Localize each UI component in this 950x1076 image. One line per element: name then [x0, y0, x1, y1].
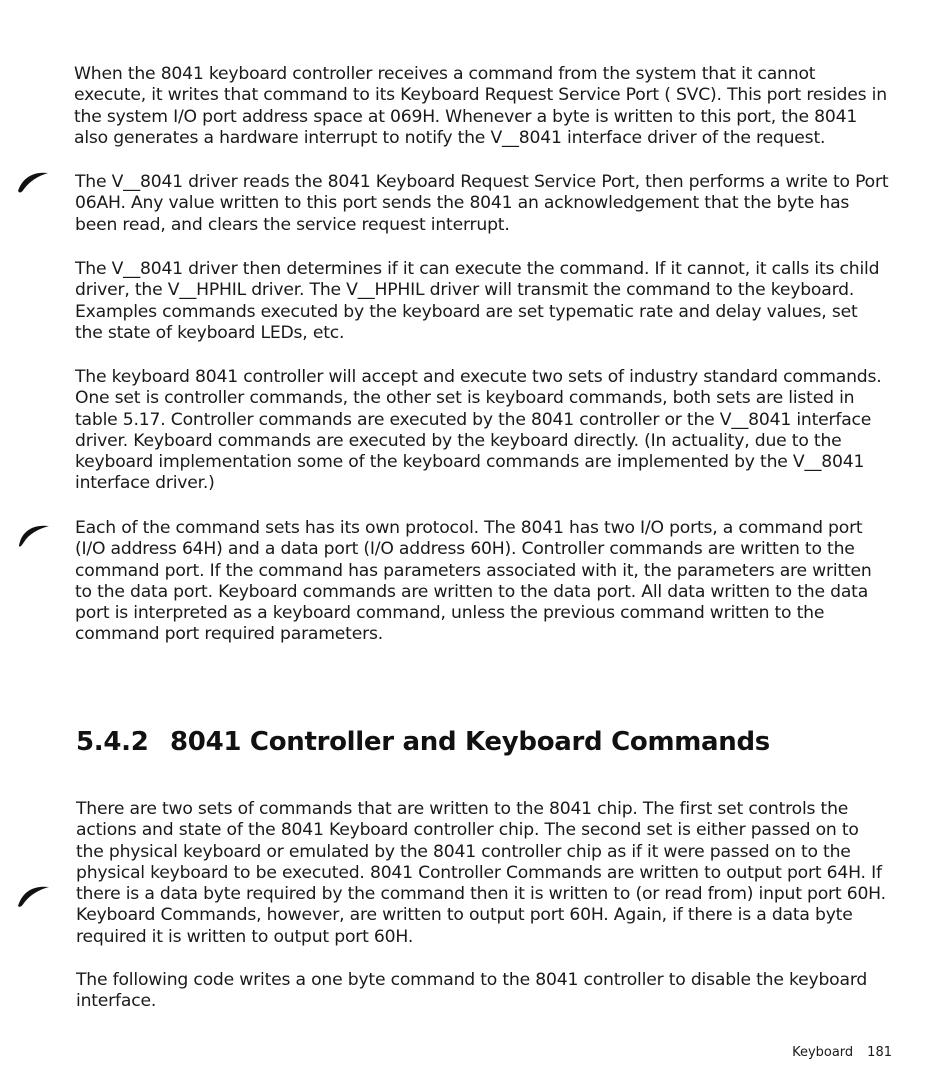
change-mark-icon: [16, 167, 50, 197]
paragraph-svc-port: When the 8041 keyboard controller receives a command from the system that it cannot execute, it writes that command to its Keyboard Request Service Port ( SVC). This port resides in the system I/O port address space at 069H. Whenever a byte is written to this port, the 8041 also generates a hardware interrupt to notify the V__8041 interface driver of the request.: [74, 64, 887, 148]
paragraph-code-intro: The following code writes a one byte command to the 8041 controller to disable the keyboard interface.: [76, 970, 868, 1012]
paragraph-two-command-sets: There are two sets of commands that are written to the 8041 chip. The first set controls the actions and state of the 8041 Keyboard controller chip. The second set is either passed on to the physical keyboard or emulated by the 8041 controller chip as if it were passed on to the physical keyboard to be executed. 8041 Controller Commands are written to output port 64H. If there is a data byte required by the command then it is written to (or read from) input port 60H. Keyboard Commands, however, are written to output port 60H. Again, if there is a data byte required it is written to output port 60H.: [76, 799, 886, 947]
page-footer: [792, 1044, 892, 1062]
paragraph-driver-read: The V__8041 driver reads the 8041 Keyboard Request Service Port, then performs a write to Port 06AH. Any value written to this port sends the 8041 an acknowledgement that the byte has been read, and clears the service request interrupt.: [75, 172, 889, 235]
section-heading: [76, 724, 770, 760]
section-title: 8041 Controller and Keyboard Commands: [170, 727, 770, 757]
paragraph-protocol: Each of the command sets has its own protocol. The 8041 has two I/O ports, a command port (I/O address 64H) and a data port (I/O address 60H). Controller commands are written to the command port. If the command has parameters associated with it, the parameters are written to the data port. Keyboard commands are written to the data port. All data written to the data port is interpreted as a keyboard command, unless the previous command written to the command port required parameters.: [75, 518, 872, 645]
change-mark-icon: [16, 880, 50, 910]
paragraph-driver-execute: The V__8041 driver then determines if it can execute the command. If it cannot, it calls its child driver, the V__HPHIL driver. The V__HPHIL driver will transmit the command to the keyboard. Examples commands executed by the keyboard are set typematic rate and delay values, set the state of keyboard LEDs, etc.: [75, 259, 880, 343]
page-number: 181: [867, 1045, 892, 1060]
paragraph-command-sets: The keyboard 8041 controller will accept and execute two sets of industry standard commands. One set is controller commands, the other set is keyboard commands, both sets are listed in table 5.17. Controller commands are executed by the 8041 controller or the V__8041 interface driver. Keyboard commands are executed by the keyboard directly. (In actuality, due to the keyboard implementation some of the keyboard commands are implemented by the V__8041 interface driver.): [75, 367, 882, 494]
change-mark-icon: [16, 518, 50, 548]
footer-chapter: Keyboard: [792, 1045, 854, 1060]
section-number: 5.4.2: [76, 727, 149, 757]
